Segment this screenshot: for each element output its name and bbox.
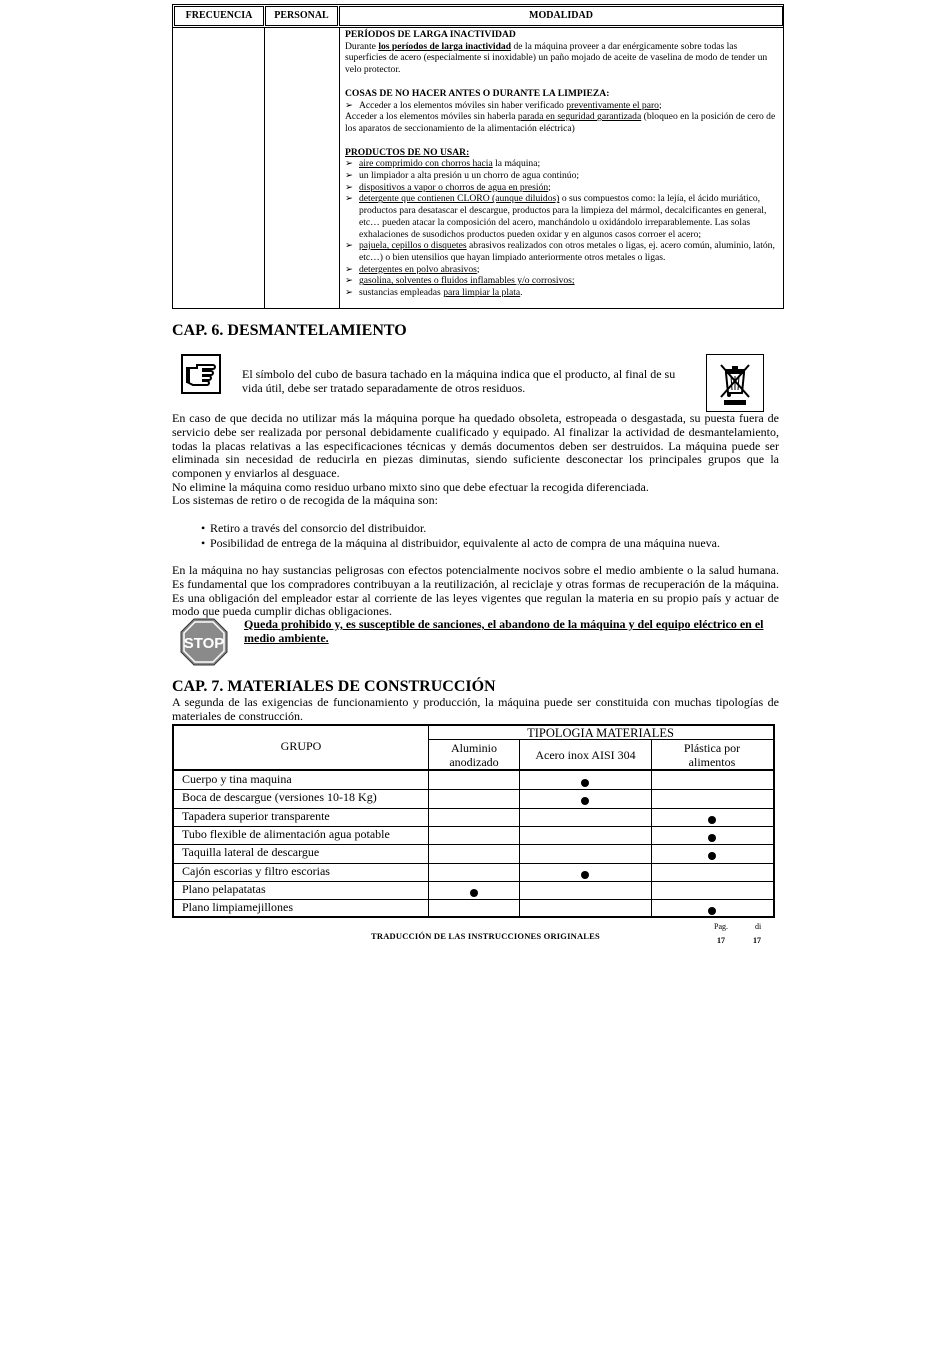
list-item: [345, 158, 781, 170]
list-item: [345, 275, 781, 287]
header-modalidad: MODALIDAD: [339, 6, 783, 26]
text-fragment: Durante: [345, 40, 379, 52]
materials-intro: A segunda de las exigencias de funcionamiento y producción, la máquina puede ser constituida con muchas tipologías de materiales de construcción.: [172, 695, 779, 723]
table-row-label: Plano limpiamejillones: [182, 900, 293, 915]
table-row-label: Taquilla lateral de descargue: [182, 845, 320, 860]
arrow-bullet-icon: ➢: [345, 275, 354, 287]
material-header: Plástica por alimentos: [683, 741, 741, 769]
material-header: Acero inox AISI 304: [535, 748, 636, 762]
material-marker: [708, 852, 716, 860]
list-item: [345, 240, 781, 263]
section-title-inactividad: PERÍODOS DE LARGA INACTIVIDAD: [345, 29, 516, 40]
section-title-no-hacer: COSAS DE NO HACER ANTES O DURANTE LA LIMPIEZA:: [345, 87, 610, 99]
stop-label: STOP: [183, 635, 225, 652]
table-row-label: Plano pelapatatas: [182, 881, 266, 896]
text-underlined: parada en seguridad garantizada: [517, 111, 642, 123]
list-item: [345, 193, 781, 240]
text-underlined: pajuela, cepillos o disquetes: [359, 240, 467, 252]
crossed-bin-icon: [706, 354, 764, 412]
no-urban-waste-paragraph: No elimine la máquina como residuo urbano mixto sino que debe efectuar la recogida diferenciada.: [172, 480, 649, 494]
modalidad-cell: [345, 29, 781, 299]
header-personal: PERSONAL: [265, 6, 338, 26]
of-label: di: [755, 922, 762, 931]
collection-list: [201, 521, 720, 551]
text-fragment: o sus compuestos como: la lejía, el ácido muriático, productos para desatascar el descargue, productos para la limpieza del mármol, decalcificantes en general, etc… pueden atacar la composición del acero, manchándolo u oxidándolo irreparablemente. Las solas exhalaciones de susodichos productos pueden oxidar y en algunos casos corroer el acero;: [359, 193, 767, 240]
material-marker: [708, 816, 716, 824]
text-fragment: Acceder a los elementos móviles sin haber verificado: [359, 99, 567, 111]
materials-table: [172, 724, 775, 918]
page-number: 17: [717, 936, 725, 945]
table-row-label: Cajón escorias y filtro escorias: [182, 863, 330, 878]
text-fragment: abrasivos realizados con otros metales o ligas, ej. acero común, aluminio, latón, etc…) o bien utensilios que hayan limpiado anteriormente otros metales o ligas.: [359, 240, 775, 263]
collection-systems-paragraph: Los sistemas de retiro o de recogida de la máquina son:: [172, 493, 438, 507]
list-item-text: Posibilidad de entrega de la máquina al distribuidor, equivalente al acto de compra de una máquina nueva.: [210, 536, 721, 550]
text-fragment: ;: [548, 181, 551, 193]
stop-sign-icon: [180, 618, 228, 666]
chapter-6-title: CAP. 6. DESMANTELAMIENTO: [172, 322, 407, 339]
text-underlined: para limpiar la plata: [443, 287, 521, 299]
text-underlined: gasolina, solventes o fluidos inflamables y/o corrosivos;: [359, 275, 575, 287]
list-item: [345, 264, 781, 276]
text-underlined: aire comprimido con chorros hacia: [359, 158, 493, 170]
list-item: [201, 536, 720, 551]
bullet-icon: •: [201, 536, 206, 550]
arrow-bullet-icon: ➢: [345, 158, 354, 170]
text-fragment: la máquina;: [492, 158, 541, 170]
column-divider: [339, 27, 340, 308]
list-item-text: Retiro a través del consorcio del distribuidor.: [210, 521, 427, 535]
material-marker: [470, 889, 478, 897]
table-row-label: Cuerpo y tina maquina: [182, 772, 292, 786]
material-header: Aluminio anodizado: [449, 741, 499, 769]
column-divider: [428, 726, 429, 916]
text-underlined: preventivamente el paro: [566, 99, 659, 111]
text-fragment: (bloqueo en la posición de cero de los aparatos de seccionamiento de la alimentación eléctrica): [345, 111, 776, 134]
header-grupo: GRUPO: [280, 739, 322, 753]
table-row-label: Tapadera superior transparente: [182, 808, 330, 823]
arrow-bullet-icon: ➢: [345, 193, 354, 205]
list-item: [201, 521, 720, 536]
column-divider: [651, 740, 652, 916]
hazard-paragraph: En la máquina no hay sustancias peligrosas con efectos potencialmente nocivos sobre el medio ambiente o la salud humana. Es fundamental que los compradores contribuyan a la reutilización, al reciclaje y otras formas de recuperación de la máquina. Es una obligación del empleador estar al corriente de las leyes vigentes que regulan la materia en su propio país y actuar de modo que pueda cumplir dichas obligaciones.: [172, 563, 779, 619]
dismantle-paragraph: En caso de que decida no utilizar más la máquina porque ha quedado obsoleta, estropeada o desgastada, su puesta fuera de servicio debe ser realizada por personal debidamente cualificado y equipado. Al finalizar la actividad de desmantelamiento, todas la placas relativas a las especificaciones técnicas y demás documentos deben ser destruidos. La máquina puede ser eliminada sin necesidad de reducirla en piezas diminutas, siendo suficiente desconectar los principales grupos que la componen y enviarlos al desguace.: [172, 411, 779, 481]
header-divider: [174, 769, 773, 771]
text-underlined: dispositivos a vapor o chorros de agua en presión: [359, 181, 549, 193]
text-fragment: de la máquina proveer a dar enérgicamente sobre todas las superficies de acero (especialmente si inoxidable) un paño mojado de aceite de vaselina de modo de tender un velo protector.: [345, 40, 768, 76]
prohibition-warning: Queda prohibido y, es susceptible de sanciones, el abandono de la máquina y del equipo eléctrico en el medio ambiente.: [244, 617, 764, 645]
table-row-label: Boca de descargue (versiones 10-18 Kg): [182, 790, 377, 805]
pointing-hand-icon: [181, 354, 221, 394]
arrow-bullet-icon: ➢: [345, 170, 354, 182]
column-divider: [519, 740, 520, 916]
list-item: [345, 100, 781, 112]
arrow-bullet-icon: ➢: [345, 287, 354, 299]
text-fragment: sustancias empleadas: [359, 287, 444, 299]
list-item: [345, 170, 781, 182]
section-title-no-usar: PRODUCTOS DE NO USAR:: [345, 146, 470, 158]
chapter-7-title: CAP. 7. MATERIALES DE CONSTRUCCIÓN: [172, 678, 496, 695]
header-frecuencia: FRECUENCIA: [174, 6, 264, 26]
material-marker: [581, 779, 589, 787]
page-label: Pag.: [714, 922, 728, 931]
text-fragment: .: [520, 287, 523, 299]
material-marker: [708, 834, 716, 842]
text-fragment: Acceder a los elementos móviles sin haberla: [345, 111, 518, 123]
material-marker: [581, 797, 589, 805]
table-row-label: Tubo flexible de alimentación agua potable: [182, 826, 390, 841]
material-marker: [581, 871, 589, 879]
arrow-bullet-icon: ➢: [345, 99, 354, 111]
text-underlined: los períodos de larga inactividad: [378, 40, 512, 52]
text-underlined: detergentes en polvo abrasivos: [359, 263, 477, 275]
list-item: [345, 182, 781, 194]
material-marker: [708, 907, 716, 915]
no-hacer-text: [345, 111, 781, 134]
symbol-description: El símbolo del cubo de basura tachado en la máquina indica que el producto, al final de su vida útil, debe ser tratado separadamente de otros residuos.: [242, 367, 676, 395]
column-divider: [264, 27, 265, 308]
cleaning-table: [172, 4, 784, 309]
list-item: [345, 287, 781, 299]
footer-title: TRADUCCIÓN DE LAS INSTRUCCIONES ORIGINALES: [371, 931, 600, 941]
arrow-bullet-icon: ➢: [345, 263, 354, 275]
page-total: 17: [753, 936, 761, 945]
bullet-icon: •: [201, 521, 206, 535]
inactividad-text: [345, 41, 781, 76]
text-fragment: ;: [476, 263, 480, 275]
header-tipologia: TIPOLOGIA MATERIALES: [527, 726, 674, 740]
arrow-bullet-icon: ➢: [345, 240, 354, 252]
text-fragment: un limpiador a alta presión u un chorro de agua continúo;: [359, 170, 580, 182]
text-fragment: ;: [658, 99, 662, 111]
text-underlined: detergente que contienen CLORO (aunque diluidos): [359, 193, 560, 205]
arrow-bullet-icon: ➢: [345, 181, 354, 193]
